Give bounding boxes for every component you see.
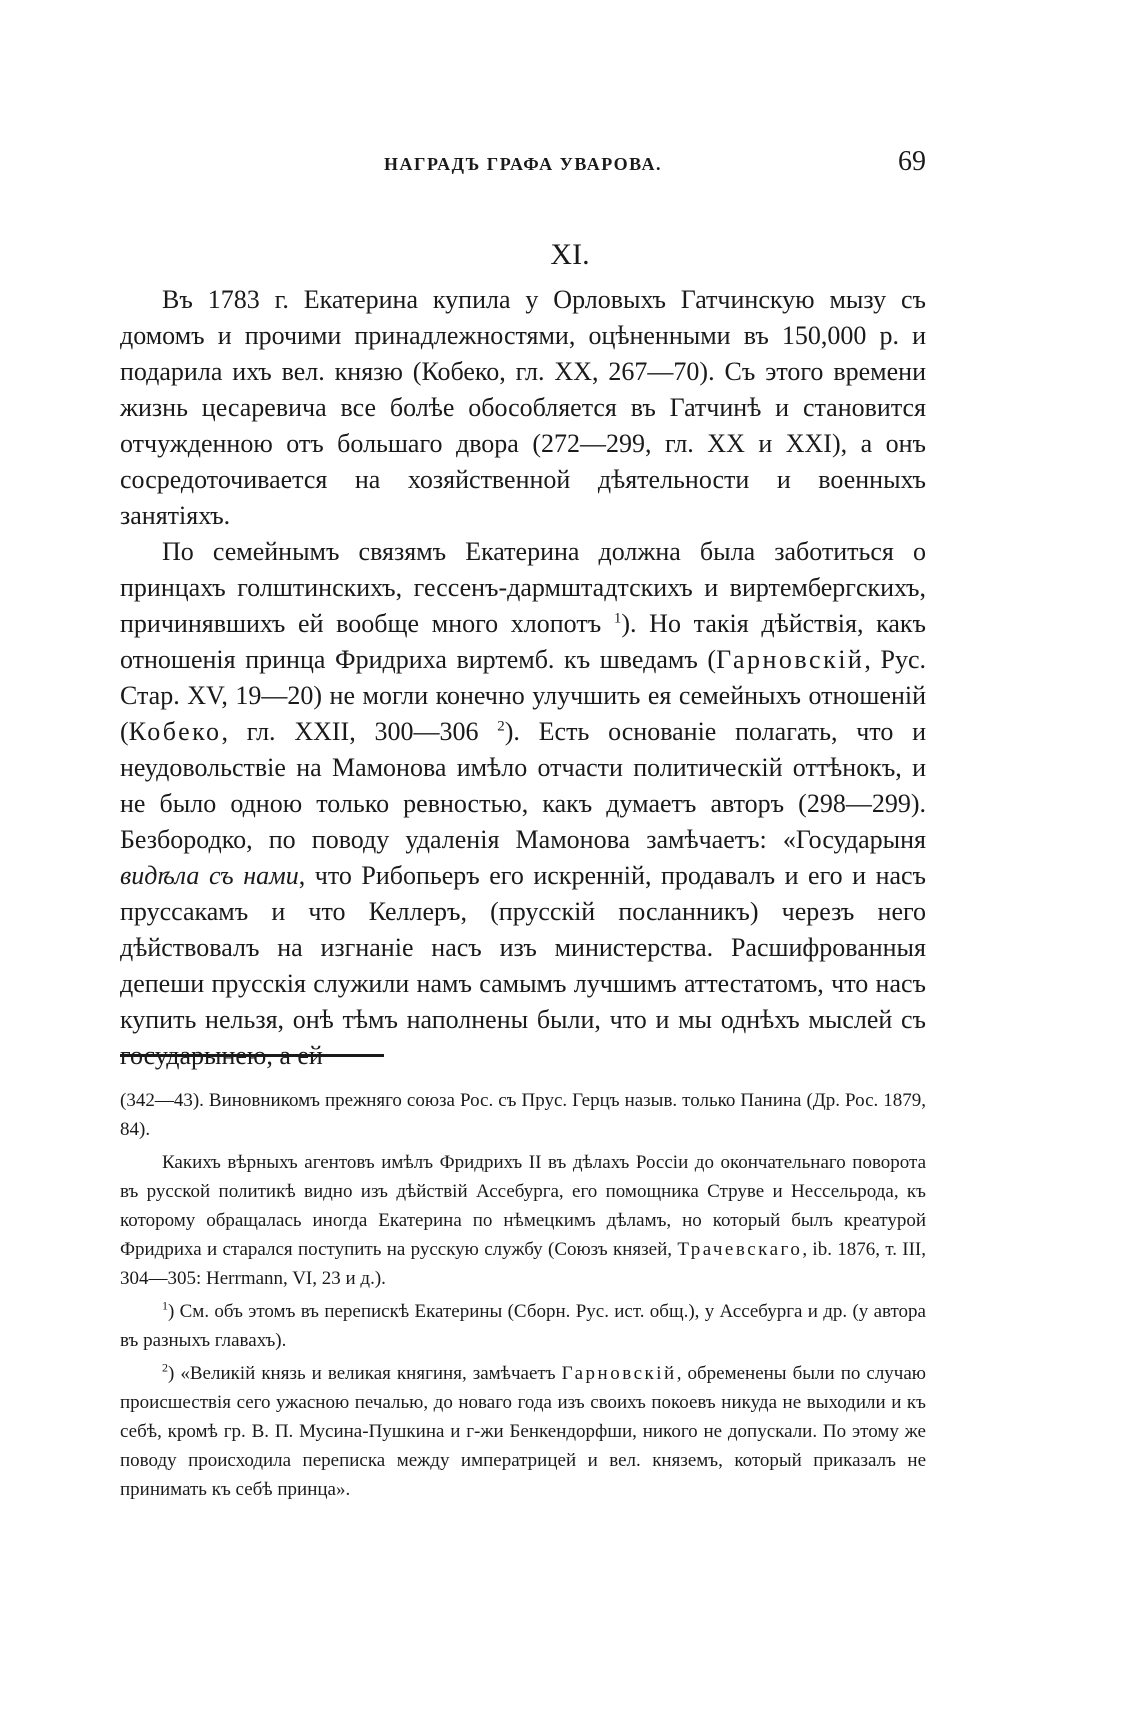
spaced-name: Гарновскій bbox=[716, 645, 865, 674]
main-text bbox=[120, 282, 926, 1074]
text-run: , гл. XXII, 300—306 bbox=[221, 717, 498, 746]
footnote-marker-1: 1 bbox=[162, 1298, 168, 1313]
text-run: Какихъ вѣрныхъ агентовъ имѣлъ Фридрихъ II въ дѣлахъ Россіи до окончательнаго поворота въ русской политикѣ видно изъ дѣйствій Ассебурга, его помощника Струве и Нессельрода, къ которому обращалась иногда Екатерина по нѣмецкимъ дѣламъ, но который былъ креатурой Фридриха и старался поступить на русскую службу (Союзъ князей, bbox=[120, 1152, 926, 1260]
text-run: ) См. объ этомъ въ перепискѣ Екатерины (Сборн. Рус. ист. общ.), у Ассебурга и др. (у автора въ разныхъ главахъ). bbox=[120, 1301, 926, 1351]
text-run: По семейнымъ связямъ Екатерина должна была заботиться о принцахъ голштинскихъ, гессенъ-дармштадтскихъ и виртембергскихъ, причинявшихъ ей вообще много хлопотъ bbox=[120, 537, 926, 638]
page-number: 69 bbox=[898, 146, 926, 177]
chapter-heading: XI. bbox=[550, 238, 590, 271]
text-run: , ib. 1876, т. III, 304—305: Herrmann, VI, 23 и д.). bbox=[120, 1239, 926, 1289]
page-header bbox=[120, 146, 926, 186]
text-run: , что Рибопьеръ его искренній, продавалъ и его и насъ пруссакамъ и что Келлеръ, (прусскій посланникъ) черезъ него дѣйствовалъ на изгнаніе насъ изъ министерства. Расшифрованныя депеши прусскія служили намъ самымъ лучшимъ аттестатомъ, что насъ купить нельзя, онѣ тѣмъ наполнены были, что и мы однѣхъ мыслей съ государынею, а ей bbox=[120, 861, 927, 1070]
footnotes bbox=[120, 1086, 926, 1508]
footnote-continuation: (342—43). Виновникомъ прежняго союза Рос. съ Прус. Герцъ назыв. только Панина (Др. Рос. 1879, 84). bbox=[120, 1090, 926, 1140]
text-run: ). Есть основаніе полагать, что и неудовольствіе на Мамонова имѣло отчасти политическій оттѣнокъ, и не было одною только ревностью, какъ думаетъ авторъ (298—299). Безбородко, по поводу удаленія Мамонова замѣчаетъ: «Государыня bbox=[120, 717, 927, 854]
footnote-marker-2: 2 bbox=[162, 1360, 168, 1375]
text-run: ). Но такія дѣйствія, какъ отношенія принца Фридриха виртемб. къ шведамъ ( bbox=[120, 609, 927, 674]
footnote-ref-2: 2 bbox=[497, 718, 505, 735]
text-run: ) «Великій князь и великая княгиня, замѣчаетъ bbox=[168, 1363, 562, 1384]
paragraph-1: Въ 1783 г. Екатерина купила у Орловыхъ Гатчинскую мызу съ домомъ и прочими принадлежностями, оцѣненными въ 150,000 р. и подарила ихъ вел. князю (Кобеко, гл. XX, 267—70). Съ этого времени жизнь цесаревича все болѣе обособляется въ Гатчинѣ и становится отчужденною отъ большаго двора (272—299, гл. XX и XXI), а онъ сосредоточивается на хозяйственной дѣятельности и военныхъ занятіяхъ. bbox=[120, 285, 926, 530]
spaced-name: Кобеко bbox=[128, 717, 222, 746]
footnote-paragraph bbox=[120, 1148, 926, 1293]
text-run: , обременены были по случаю происшествія сего ужасною печалью, до новаго года изъ своихъ покоевъ никуда не выходили и къ себѣ, кромѣ гр. В. П. Мусина-Пушкина и г-жи Бенкендорфши, никого не допускали. По этому же поводу происходила переписка между императрицей и вел. княземъ, который приказалъ не принимать къ себѣ принца». bbox=[120, 1363, 926, 1500]
footnote-ref-1: 1 bbox=[613, 610, 622, 627]
text-run: , Рус. Стар. XV, 19—20) не могли конечно улучшить ея семейныхъ отношеній ( bbox=[120, 645, 926, 746]
running-title: НАГРАДЪ ГРАФА УВАРОВА. bbox=[384, 154, 662, 174]
italic-quote: видѣла съ нами bbox=[120, 861, 299, 890]
footnote-divider bbox=[120, 1054, 384, 1057]
paragraph-2 bbox=[120, 534, 926, 1074]
spaced-name: Трачевскаго bbox=[677, 1239, 803, 1260]
footnote-2 bbox=[120, 1359, 926, 1504]
spaced-name: Гарновскій bbox=[561, 1363, 677, 1384]
footnote-1 bbox=[120, 1297, 926, 1355]
